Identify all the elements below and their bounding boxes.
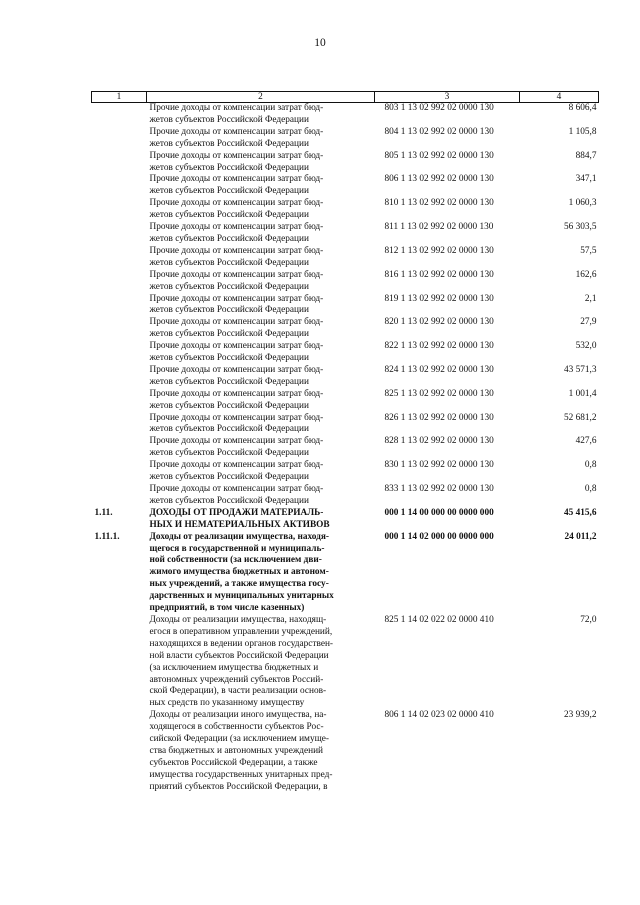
table-header <box>92 92 599 103</box>
row-amount: 1 060,3 <box>568 198 597 209</box>
row-amount: 0,8 <box>584 484 597 494</box>
row-number <box>92 103 147 127</box>
row-name: Прочие доходы от компенсации затрат бюд- жетов субъектов Российской Федерации <box>149 317 324 340</box>
row-code: 825 1 13 02 992 02 0000 130 <box>384 388 494 399</box>
row-number <box>92 198 147 222</box>
table-row <box>92 174 599 198</box>
row-amount: 8 606,4 <box>568 103 597 113</box>
row-code: 819 1 13 02 992 02 0000 130 <box>384 293 494 304</box>
row-code: 803 1 13 02 992 02 0000 130 <box>384 103 494 113</box>
row-number <box>92 413 147 437</box>
row-number <box>92 710 147 793</box>
row-code: 830 1 13 02 992 02 0000 130 <box>384 460 494 471</box>
table-row <box>92 508 599 532</box>
row-number <box>92 341 147 365</box>
header-col-2: 2 <box>147 92 375 103</box>
row-number <box>92 365 147 389</box>
row-number <box>92 317 147 341</box>
row-number <box>92 246 147 270</box>
table-row <box>92 436 599 460</box>
row-amount: 162,6 <box>575 269 597 280</box>
row-number <box>92 484 147 508</box>
row-amount: 45 415,6 <box>563 507 597 518</box>
row-number <box>92 127 147 151</box>
row-name: Прочие доходы от компенсации затрат бюд- жетов субъектов Российской Федерации <box>149 412 324 435</box>
table-row <box>92 246 599 270</box>
row-number <box>92 151 147 175</box>
row-name: Прочие доходы от компенсации затрат бюд- жетов субъектов Российской Федерации <box>149 484 324 506</box>
table-row <box>92 484 599 508</box>
row-code: 820 1 13 02 992 02 0000 130 <box>384 317 494 328</box>
row-name: Прочие доходы от компенсации затрат бюд- жетов субъектов Российской Федерации <box>149 150 324 173</box>
row-name: Прочие доходы от компенсации затрат бюд- жетов субъектов Российской Федерации <box>149 245 324 268</box>
row-code: 000 1 14 00 000 00 0000 000 <box>384 507 494 518</box>
row-amount: 23 939,2 <box>563 710 597 721</box>
row-code: 804 1 13 02 992 02 0000 130 <box>384 126 494 137</box>
header-row <box>92 92 599 103</box>
table-row <box>92 317 599 341</box>
row-code: 812 1 13 02 992 02 0000 130 <box>384 245 494 256</box>
row-number <box>92 294 147 318</box>
header-col-3: 3 <box>375 92 520 103</box>
table-row <box>92 294 599 318</box>
row-code: 806 1 14 02 023 02 0000 410 <box>384 710 494 721</box>
row-amount: 56 303,5 <box>563 222 597 233</box>
row-amount: 884,7 <box>575 150 597 161</box>
row-name: Прочие доходы от компенсации затрат бюд- жетов субъектов Российской Федерации <box>149 103 324 125</box>
row-code: 805 1 13 02 992 02 0000 130 <box>384 150 494 161</box>
row-name: Прочие доходы от компенсации затрат бюд- жетов субъектов Российской Федерации <box>149 222 324 244</box>
row-amount: 2,1 <box>584 293 597 304</box>
table-row <box>92 615 599 710</box>
table-body <box>92 103 599 794</box>
header-col-4: 4 <box>520 92 599 103</box>
table-row <box>92 103 599 127</box>
row-name: Прочие доходы от компенсации затрат бюд- жетов субъектов Российской Федерации <box>149 364 324 387</box>
row-code: 822 1 13 02 992 02 0000 130 <box>384 341 494 352</box>
row-code: 000 1 14 02 000 00 0000 000 <box>384 531 494 542</box>
row-number <box>92 460 147 484</box>
row-code: 824 1 13 02 992 02 0000 130 <box>384 364 494 375</box>
row-number: 1.11.1. <box>94 531 120 542</box>
row-amount: 43 571,3 <box>563 364 597 375</box>
table-row <box>92 222 599 246</box>
row-amount: 0,8 <box>584 460 597 471</box>
row-code: 833 1 13 02 992 02 0000 130 <box>384 484 494 494</box>
table-row <box>92 710 599 793</box>
row-name: Прочие доходы от компенсации затрат бюд- жетов субъектов Российской Федерации <box>149 293 324 316</box>
row-amount: 532,0 <box>575 341 597 352</box>
table-row <box>92 460 599 484</box>
row-code: 826 1 13 02 992 02 0000 130 <box>384 412 494 423</box>
table-row <box>92 151 599 175</box>
table-row <box>92 270 599 294</box>
row-number <box>92 270 147 294</box>
row-amount: 72,0 <box>580 614 597 625</box>
row-amount: 1 001,4 <box>568 388 597 399</box>
row-name: Прочие доходы от компенсации затрат бюд- жетов субъектов Российской Федерации <box>149 269 324 292</box>
row-amount: 1 105,8 <box>568 126 597 137</box>
row-name: Доходы от реализации иного имущества, на- ходящегося в собственности субъектов Рос- сийской Федерации (за исключением имуще- ства бюджетных и автономных учреждений субъектов Российской Федерации, а также имущества государственных унитарных пред- приятий субъектов Российской Федерации, в <box>149 710 333 792</box>
table-row <box>92 198 599 222</box>
row-name: Прочие доходы от компенсации затрат бюд- жетов субъектов Российской Федерации <box>149 436 324 459</box>
row-amount: 427,6 <box>575 436 597 447</box>
table-row <box>92 127 599 151</box>
row-name: Прочие доходы от компенсации затрат бюд- жетов субъектов Российской Федерации <box>149 174 324 197</box>
row-amount: 27,9 <box>580 317 597 328</box>
row-amount: 347,1 <box>575 174 597 185</box>
row-amount: 24 011,2 <box>564 531 597 542</box>
row-name: Прочие доходы от компенсации затрат бюд- жетов субъектов Российской Федерации <box>149 388 324 411</box>
row-number <box>92 615 147 710</box>
table-row <box>92 413 599 437</box>
row-code: 806 1 13 02 992 02 0000 130 <box>384 174 494 185</box>
table-row <box>92 532 599 615</box>
row-code: 828 1 13 02 992 02 0000 130 <box>384 436 494 447</box>
header-col-1: 1 <box>92 92 147 103</box>
row-name: Прочие доходы от компенсации затрат бюд- жетов субъектов Российской Федерации <box>149 341 324 364</box>
row-name: Доходы от реализации имущества, находя- щегося в государственной и муниципаль- ной собственности (за исключением дви- жимого имущества бюджетных и автоном- ных учреждений, а также имущества госу- дарственных и муниципальных унитарных предприятий, в том числе казенных) <box>149 531 334 614</box>
table-row <box>92 365 599 389</box>
row-amount: 57,5 <box>580 245 597 256</box>
row-name: Доходы от реализации имущества, находящ- егося в оперативном управлении учреждений, находящихся в ведении органов государствен- ной власти субъектов Российской Федерации (за исключением имущества бюджетных и автономных учреждений субъектов Россий- ской Федерации), в части реализации основ- ных средств по указанному имуществу <box>149 614 334 709</box>
row-name: Прочие доходы от компенсации затрат бюд- жетов субъектов Российской Федерации <box>149 126 324 149</box>
row-number <box>92 174 147 198</box>
row-amount: 52 681,2 <box>563 412 597 423</box>
row-number <box>92 389 147 413</box>
row-code: 825 1 14 02 022 02 0000 410 <box>384 614 494 625</box>
row-number <box>92 222 147 246</box>
row-code: 810 1 13 02 992 02 0000 130 <box>384 198 494 209</box>
row-name: Прочие доходы от компенсации затрат бюд- жетов субъектов Российской Федерации <box>149 198 324 221</box>
row-code: 816 1 13 02 992 02 0000 130 <box>384 269 494 280</box>
row-number <box>92 436 147 460</box>
revenue-table <box>91 91 599 794</box>
table-row <box>92 341 599 365</box>
row-name: ДОХОДЫ ОТ ПРОДАЖИ МАТЕРИАЛЬ- НЫХ И НЕМАТЕРИАЛЬНЫХ АКТИВОВ <box>149 507 330 530</box>
page-number: 10 <box>314 37 326 49</box>
row-name: Прочие доходы от компенсации затрат бюд- жетов субъектов Российской Федерации <box>149 460 324 483</box>
row-code: 811 1 13 02 992 02 0000 130 <box>384 222 494 233</box>
row-number: 1.11. <box>94 507 113 518</box>
table-row <box>92 389 599 413</box>
